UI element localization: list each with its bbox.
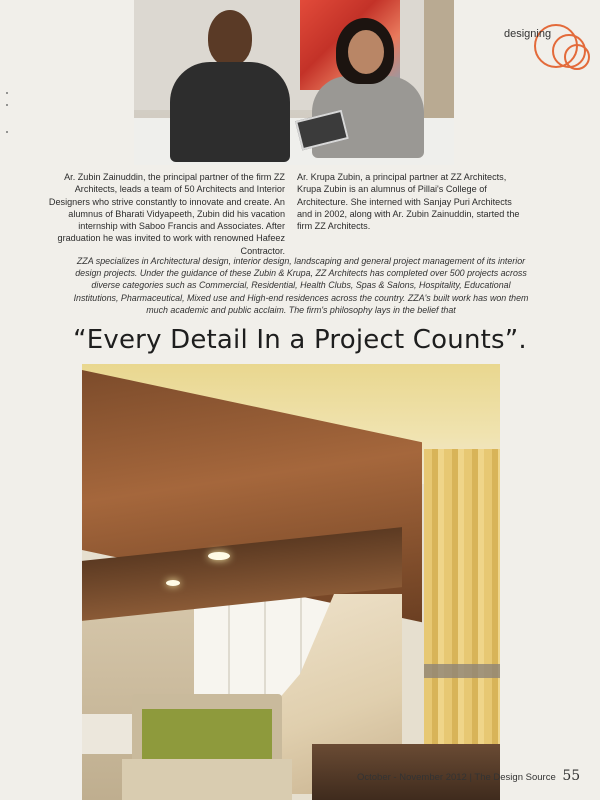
margin-dot [6, 92, 8, 94]
margin-dot [6, 104, 8, 106]
pull-quote: “Every Detail In a Project Counts”. [73, 325, 527, 355]
page-footer [357, 768, 580, 784]
intro-paragraph: ZZA specializes in Architectural design, interior design, landscaping and general project management of its interior design projects. Under the guidance of these Zubin & Krupa, ZZ Architects has completed over 500 projects across diverse categories such as Commercial, Residential, Health Clubs, Spas & Salons, Hospitality, Educational Institutions, Pharmaceutical, Mixed use and High-end residences across the country. ZZA's built work has won them much academic and public acclaim. The firm's philosophy lays in the belief that [73, 256, 529, 315]
ceiling-light-icon [208, 552, 230, 560]
photo-sofa-front [122, 759, 292, 800]
interior-photo [82, 364, 500, 800]
page-number: 55 [562, 768, 581, 784]
woman-face [348, 30, 384, 74]
ceiling-light-icon [166, 580, 180, 586]
footer-text: October - November 2012 | The Design Source [357, 772, 556, 783]
bio-zubin: Ar. Zubin Zainuddin, the principal partner of the firm ZZ Architects, leads a team of 50 Architects and Interior Designers who strive constantly to innovate and create. An alumnus of Bharati Vidyapeeth, Zubin did his vacation internship with Saboo Francis and Associates. After graduation he was invited to work with renowned Hafeez Contractor. [48, 172, 285, 256]
photo-sofa-seat [142, 709, 272, 759]
section-label-text: designing [504, 28, 552, 40]
photo-man [170, 10, 290, 160]
man-body [170, 62, 290, 162]
margin-dot [6, 131, 8, 133]
photo-curtain-band [424, 664, 500, 678]
man-head [208, 10, 252, 66]
photo-shelf [424, 0, 454, 120]
portrait-photo [134, 0, 454, 165]
bio-krupa: Ar. Krupa Zubin, a principal partner at ZZ Architects, Krupa Zubin is an alumnus of Pillai's College of Architecture. She interned with Sanjay Puri Architects and in 2002, along with Ar. Zubin Zainuddin, started the firm ZZ Architects. [297, 172, 520, 232]
circle-icon [564, 44, 590, 70]
section-label [490, 22, 600, 72]
